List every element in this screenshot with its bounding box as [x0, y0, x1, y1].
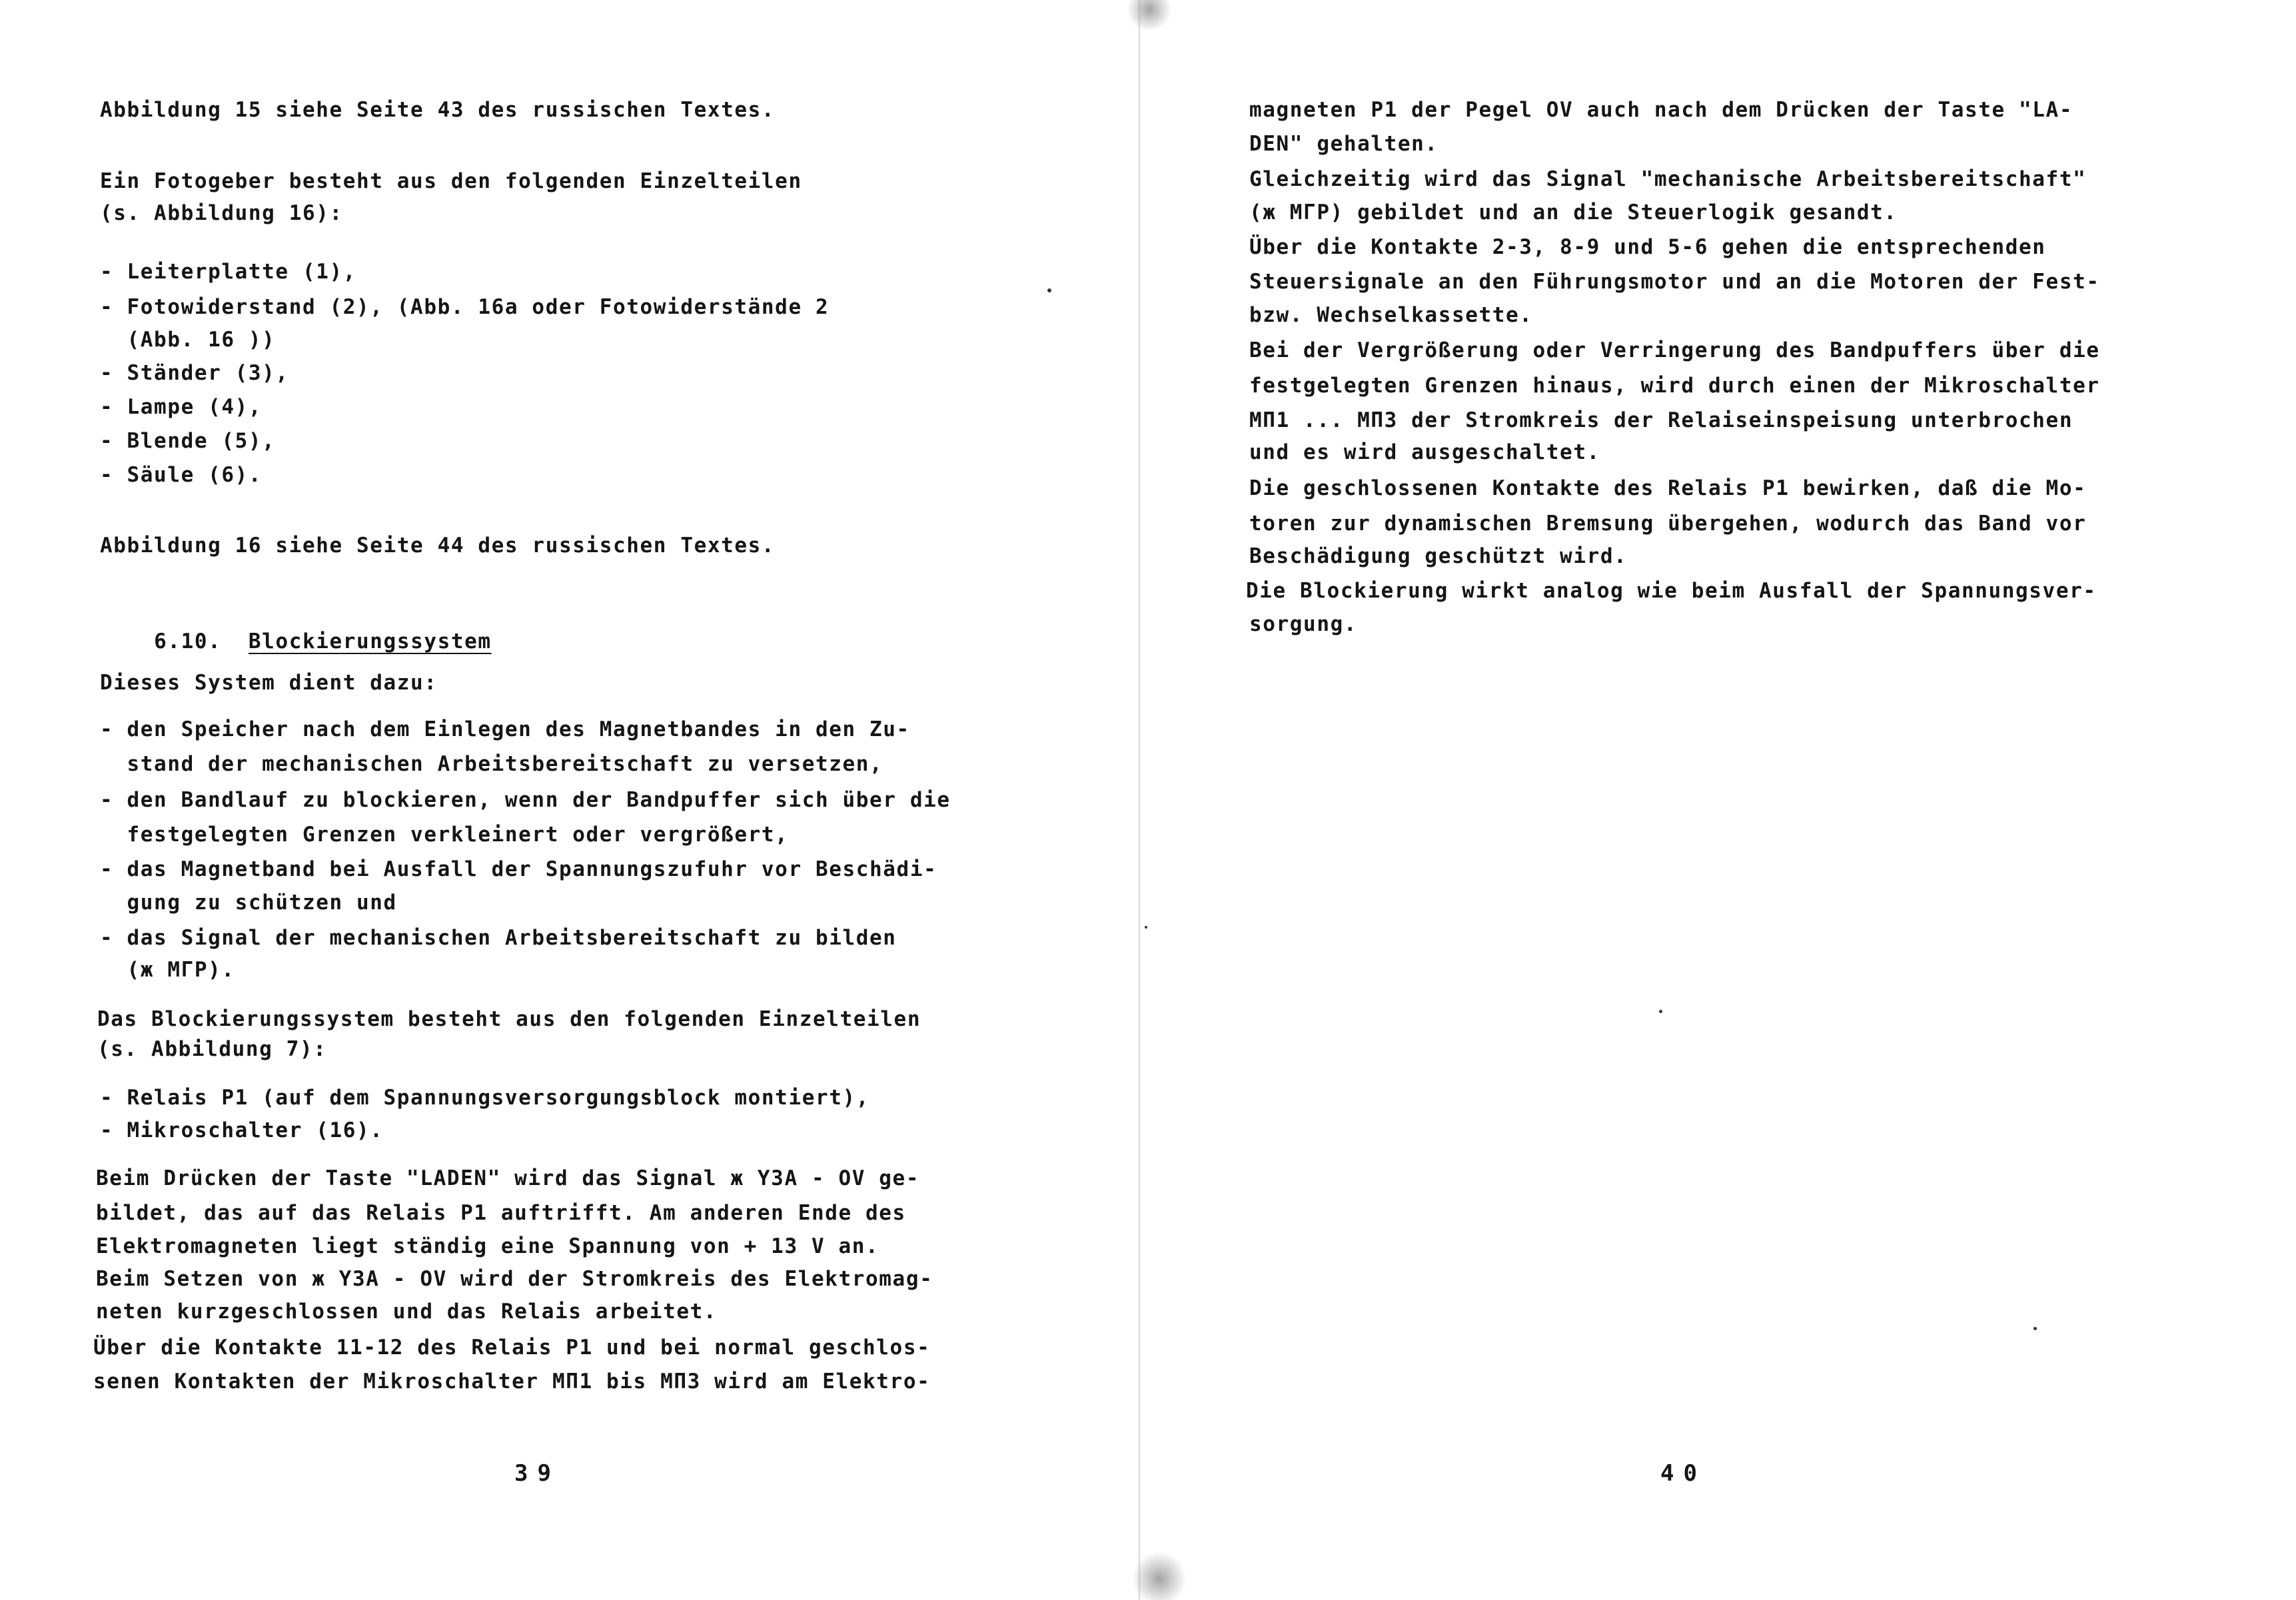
parts-intro-line-2: (s. Abbildung 7):	[97, 1037, 327, 1061]
parts-intro-line-1: Das Blockierungssystem besteht aus den folgenden Einzelteilen	[97, 1007, 921, 1031]
section-number: 6.10.	[154, 629, 222, 653]
body-line: Beim Setzen von ж Y3A - OV wird der Stromkreis des Elektromag-	[96, 1267, 933, 1291]
purpose-list-line: festgelegten Grenzen verkleinert oder vergrößert,	[100, 823, 789, 847]
fotogeber-list-item: - Säule (6).	[100, 463, 263, 487]
parts-list-item: - Relais P1 (auf dem Spannungsversorgungsblock montiert),	[100, 1086, 870, 1110]
purpose-list-line: stand der mechanischen Arbeitsbereitschaft zu versetzen,	[100, 752, 883, 776]
body-line: und es wird ausgeschaltet.	[1249, 440, 1600, 464]
fotogeber-list-item: - Fotowiderstand (2), (Abb. 16a oder Fotowiderstände 2	[100, 295, 830, 319]
body-line: Über die Kontakte 2-3, 8-9 und 5-6 gehen die entsprechenden	[1249, 235, 2046, 259]
body-line: МП1 ... МП3 der Stromkreis der Relaiseinspeisung unterbrochen	[1249, 408, 2073, 432]
body-line: Beschädigung geschützt wird.	[1249, 544, 1628, 568]
body-line: Über die Kontakte 11-12 des Relais P1 und bei normal geschlos-	[93, 1336, 931, 1360]
fotogeber-intro-line-2: (s. Abbildung 16):	[100, 201, 343, 225]
purpose-list-line: - den Speicher nach dem Einlegen des Magnetbandes in den Zu-	[100, 717, 910, 741]
body-line: bildet, das auf das Relais P1 auftrifft. Am anderen Ende des	[96, 1201, 906, 1225]
body-line: bzw. Wechselkassette.	[1249, 303, 1533, 327]
scan-speck	[1047, 288, 1051, 292]
body-line: neten kurzgeschlossen und das Relais arbeitet.	[96, 1300, 718, 1324]
scan-speck	[2033, 1327, 2037, 1330]
body-line: Steuersignale an den Führungsmotor und an die Motoren der Fest-	[1249, 270, 2100, 294]
left-page	[0, 0, 1139, 1600]
body-line: festgelegten Grenzen hinaus, wird durch einen der Mikroschalter	[1249, 374, 2100, 398]
purpose-list-line: - das Magnetband bei Ausfall der Spannungszufuhr vor Beschädi-	[100, 857, 937, 881]
page-number: 39	[514, 1460, 560, 1487]
purpose-intro: Dieses System dient dazu:	[100, 671, 438, 695]
body-line: senen Kontakten der Mikroschalter МП1 bis МП3 wird am Elektro-	[93, 1370, 931, 1394]
right-page	[1141, 0, 2296, 1600]
body-line: sorgung.	[1249, 612, 1358, 636]
body-line: toren zur dynamischen Bremsung übergehen, wodurch das Band vor	[1249, 512, 2087, 536]
section-heading	[100, 603, 492, 679]
fotogeber-list-item: - Lampe (4),	[100, 395, 263, 419]
section-title: Blockierungssystem	[248, 629, 492, 653]
figure-16-reference: Abbildung 16 siehe Seite 44 des russischen Textes.	[100, 534, 776, 558]
parts-list-item: - Mikroschalter (16).	[100, 1118, 384, 1142]
purpose-list-line: - den Bandlauf zu blockieren, wenn der Bandpuffer sich über die	[100, 788, 951, 812]
body-line: Die Blockierung wirkt analog wie beim Ausfall der Spannungsver-	[1246, 579, 2097, 603]
scan-speck	[1659, 1010, 1662, 1013]
body-line: Die geschlossenen Kontakte des Relais P1 bewirken, daß die Mo-	[1249, 476, 2087, 500]
body-line: Elektromagneten liegt ständig eine Spannung von + 13 V an.	[96, 1234, 879, 1258]
body-line: magneten P1 der Pegel OV auch nach dem Drücken der Taste "LA-	[1249, 98, 2073, 122]
fotogeber-list-item: - Ständer (3),	[100, 361, 289, 385]
purpose-list-line: gung zu schützen und	[100, 891, 397, 915]
fotogeber-intro-line-1: Ein Fotogeber besteht aus den folgenden Einzelteilen	[100, 169, 802, 193]
body-line: Gleichzeitig wird das Signal "mechanische Arbeitsbereitschaft"	[1249, 167, 2087, 191]
fotogeber-list-item: - Leiterplatte (1),	[100, 260, 357, 284]
page-number: 40	[1660, 1460, 1706, 1487]
body-line: (ж МГР) gebildet und an die Steuerlogik gesandt.	[1249, 200, 1898, 224]
purpose-list-line: - das Signal der mechanischen Arbeitsbereitschaft zu bilden	[100, 926, 897, 950]
body-line: Beim Drücken der Taste "LADEN" wird das Signal ж Y3A - OV ge-	[96, 1166, 920, 1190]
figure-15-reference: Abbildung 15 siehe Seite 43 des russischen Textes.	[100, 98, 776, 122]
body-line: Bei der Vergrößerung oder Verringerung des Bandpuffers über die	[1249, 338, 2100, 362]
purpose-list-line: (ж МГР).	[100, 958, 235, 982]
body-line: DEN" gehalten.	[1249, 132, 1438, 156]
fotogeber-list-item: - Blende (5),	[100, 429, 276, 453]
fotogeber-list-item: (Abb. 16 ))	[100, 328, 276, 352]
